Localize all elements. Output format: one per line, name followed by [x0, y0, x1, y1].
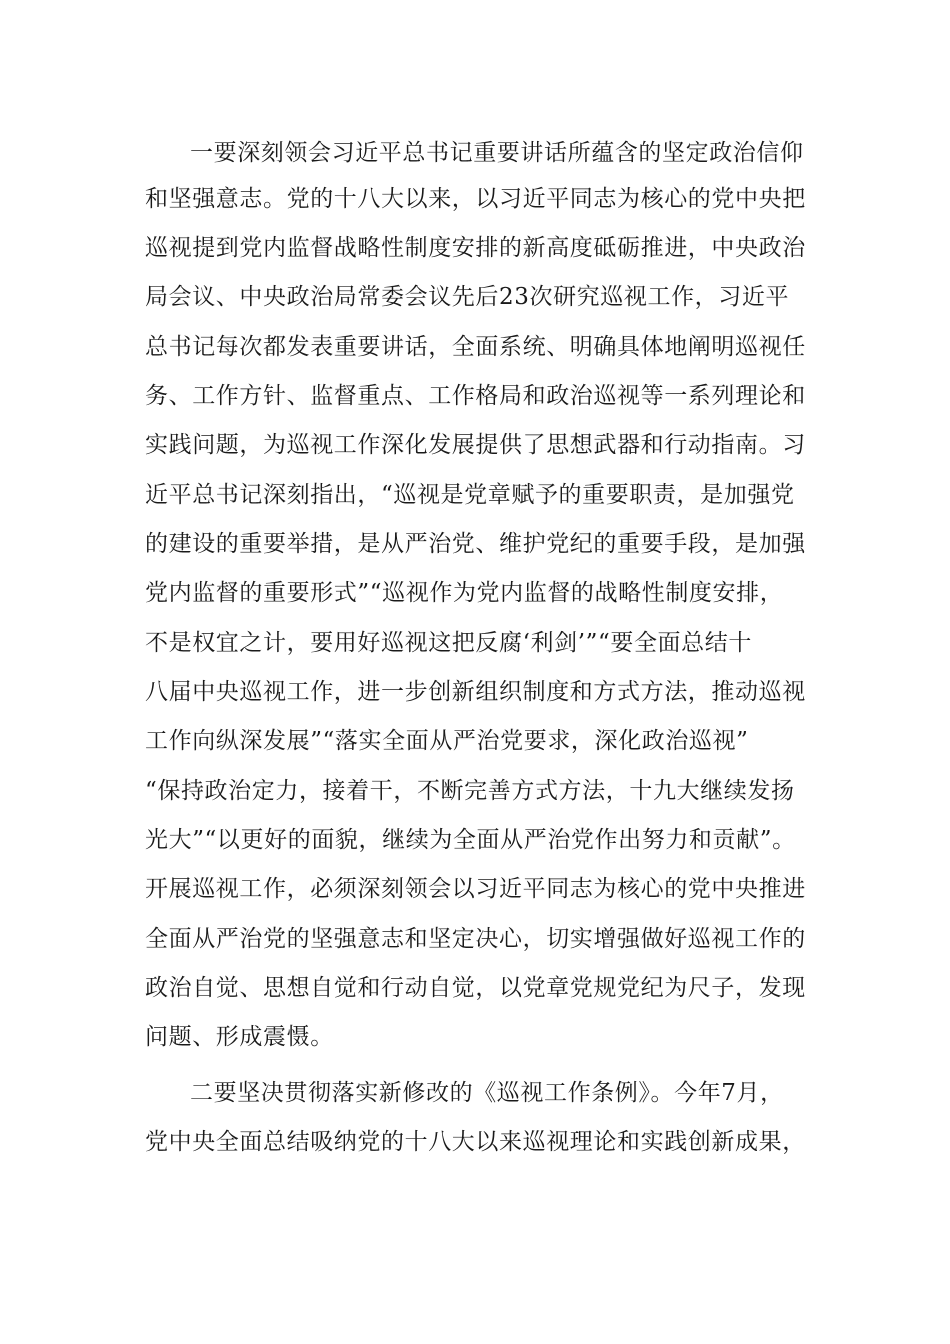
paragraph-1-line-9: 的建设的重要举措，是从严治党、维护党纪的重要手段，是加强 [145, 531, 806, 557]
paragraph-1-line-6: 务、工作方针、监督重点、工作格局和政治巡视等一系列理论和 [145, 383, 806, 409]
paragraph-1-line-4: 局会议、中央政治局常委会议先后23次研究巡视工作，习近平 [145, 284, 790, 310]
paragraph-1-line-8: 近平总书记深刻指出，“巡视是党章赋予的重要职责，是加强党 [145, 482, 795, 508]
paragraph-1-line-17: 全面从严治党的坚强意志和坚定决心，切实增强做好巡视工作的 [145, 926, 806, 952]
paragraph-1-line-5: 总书记每次都发表重要讲话，全面系统、明确具体地阐明巡视任 [145, 334, 806, 360]
paragraph-1-line-18: 政治自觉、思想自觉和行动自觉，以党章党规党纪为尺子，发现 [145, 975, 806, 1001]
paragraph-1-line-10: 党内监督的重要形式”“巡视作为党内监督的战略性制度安排， [145, 580, 784, 606]
paragraph-2-line-1: 二要坚决贯彻落实新修改的《巡视工作条例》。今年7月， [190, 1080, 784, 1106]
paragraph-1-line-12: 八届中央巡视工作，进一步创新组织制度和方式方法，推动巡视 [145, 679, 806, 705]
paragraph-1-line-14: “保持政治定力，接着干，不断完善方式方法，十九大继续发扬 [145, 778, 795, 804]
paragraph-1-line-2: 和坚强意志。党的十八大以来，以习近平同志为核心的党中央把 [145, 186, 806, 212]
paragraph-1-line-15: 光大”“以更好的面貌，继续为全面从严治党作出努力和贡献”。 [145, 827, 796, 853]
paragraph-2-line-2: 党中央全面总结吸纳党的十八大以来巡视理论和实践创新成果， [145, 1129, 806, 1155]
paragraph-1-line-16: 开展巡视工作，必须深刻领会以习近平同志为核心的党中央推进 [145, 876, 806, 902]
paragraph-1-line-13: 工作向纵深发展”“落实全面从严治党要求，深化政治巡视” [145, 728, 749, 754]
paragraph-1-line-3: 巡视提到党内监督战略性制度安排的新高度砥砺推进，中央政治 [145, 235, 806, 261]
paragraph-1-line-7: 实践问题，为巡视工作深化发展提供了思想武器和行动指南。习 [145, 432, 806, 458]
paragraph-1-line-1: 一要深刻领会习近平总书记重要讲话所蕴含的坚定政治信仰 [190, 140, 804, 166]
paragraph-1-line-11: 不是权宜之计，要用好巡视这把反腐‘利剑’”“要全面总结十 [145, 630, 752, 656]
paragraph-1-line-19: 问题、形成震慑。 [145, 1024, 334, 1050]
